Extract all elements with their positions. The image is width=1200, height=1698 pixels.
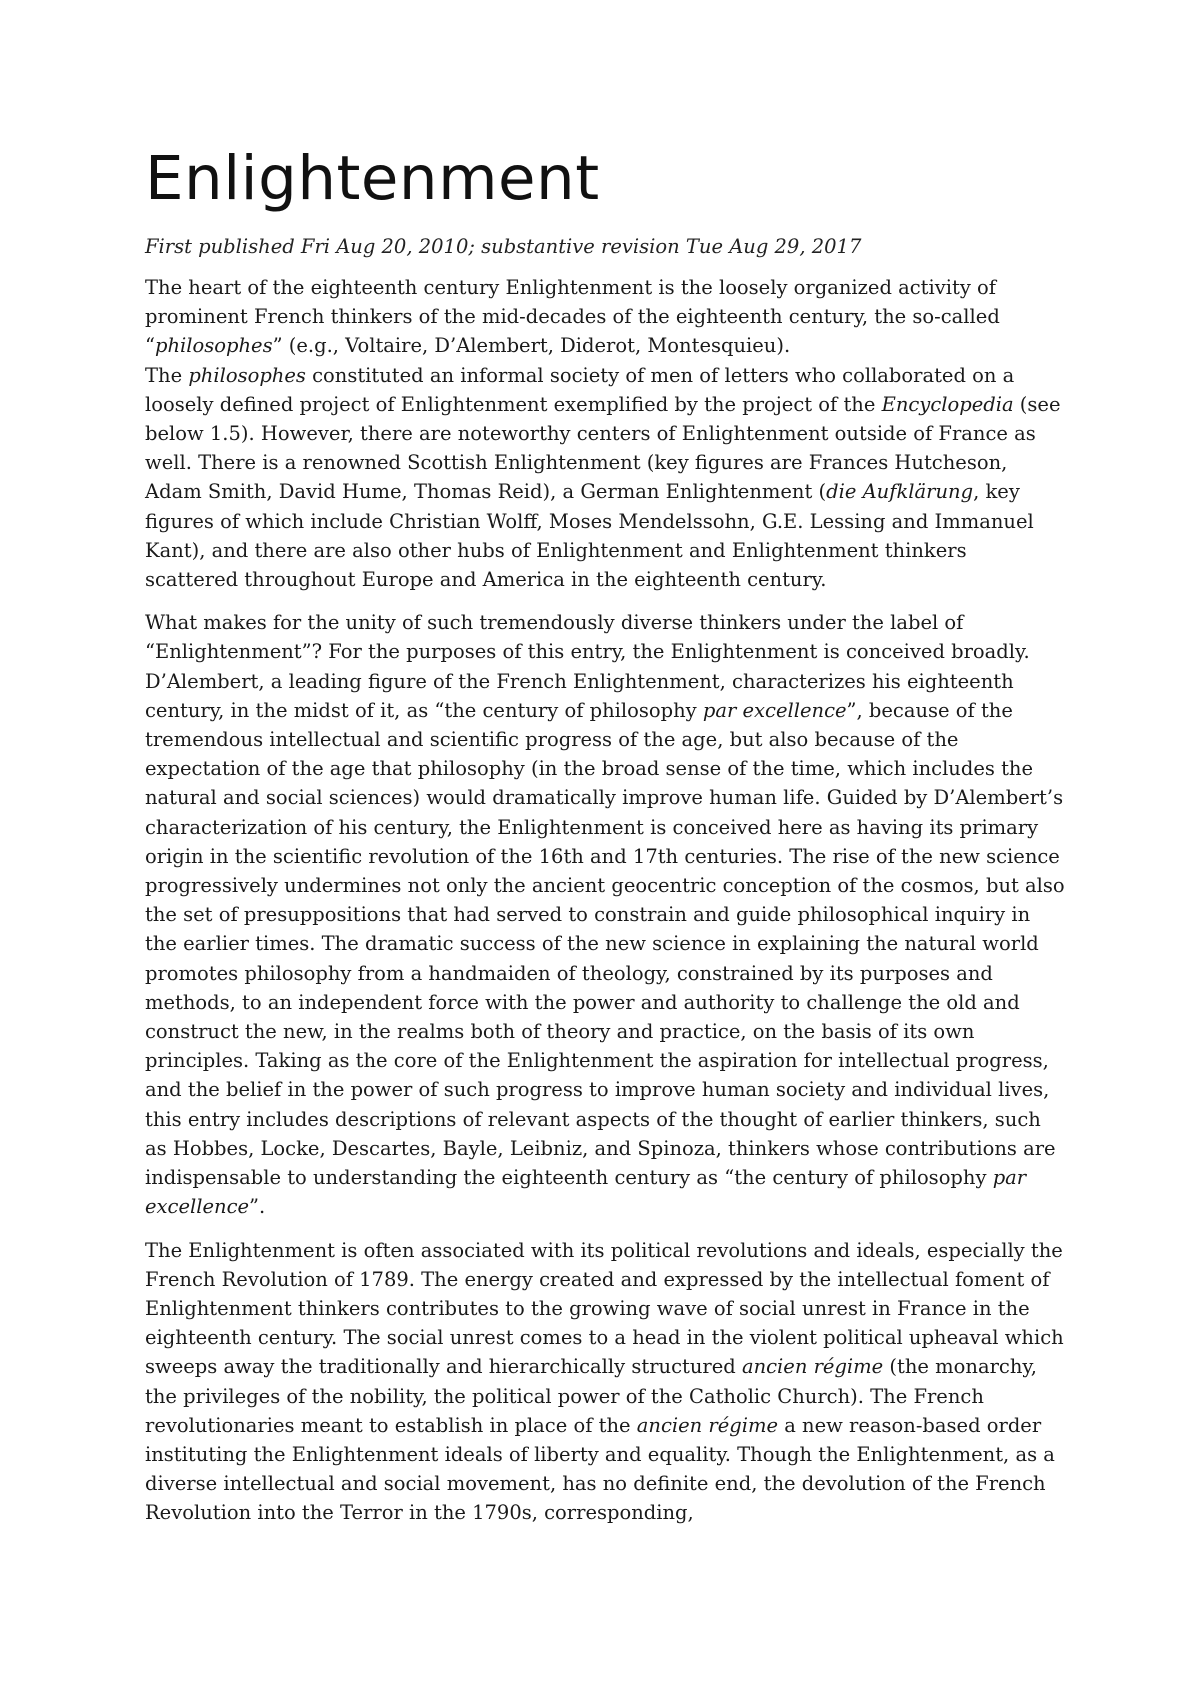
p1-text-6: , key figures of which include Christian Wolff, Moses Mendelssohn, G.E. Lessing and Immanuel Kant), and there are also other hubs of Enlightenment and Enlightenment thinkers scattered throughout Europe and America in the eighteenth century. bbox=[145, 480, 1034, 592]
p3-text-2: (the monarchy, the privileges of the nobility, the political power of the Catholic Church). The French revolutionaries meant to establish in place of the bbox=[145, 1355, 1038, 1437]
article-title: Enlightenment bbox=[145, 143, 600, 214]
p1-emphasis-2: philosophes bbox=[188, 363, 306, 387]
p3-text-1: The Enlightenment is often associated with its political revolutions and ideals, especially the French Revolution of 1789. The energy created and expressed by the intellectual foment of Enlightenment thinkers contributes to the growing wave of social unrest in France in the eighteenth century. The social unrest comes to a head in the violent political upheaval which sweeps away the traditionally and hierarchically structured bbox=[145, 1238, 1064, 1379]
paragraph-1 bbox=[145, 273, 1065, 594]
publication-info: First published Fri Aug 20, 2010; substantive revision Tue Aug 29, 2017 bbox=[145, 235, 862, 258]
p1-text-4: constituted an informal society of men of letters who collaborated on a loosely defined project of Enlightenment exemplified by the project of the bbox=[145, 363, 1015, 416]
p1-text-3: The bbox=[145, 363, 189, 387]
p3-emphasis-1: ancien régime bbox=[741, 1355, 884, 1379]
p1-emphasis-3: Encyclopedia bbox=[881, 392, 1014, 416]
article-body bbox=[145, 273, 1065, 1528]
paragraph-3 bbox=[145, 1236, 1065, 1528]
p1-emphasis-4: die Aufklärung bbox=[826, 480, 974, 504]
p2-text-2: ”, because of the tremendous intellectual and scientific progress of the age, but also because of the expectation of the age that philosophy (in the broad sense of the time, which includes the natural and social sciences) would dramatically improve human life. Guided by D’Alembert’s characterization of his century, the Enlightenment is conceived here as having its primary origin in the scientific revolution of the 16th and 17th centuries. The rise of the new science progressively undermines not only the ancient geocentric conception of the cosmos, but also the set of presuppositions that had served to constrain and guide philosophical inquiry in the earlier times. The dramatic success of the new science in explaining the natural world promotes philosophy from a handmaiden of theology, constrained by its purposes and methods, to an independent force with the power and authority to challenge the old and construct the new, in the realms both of theory and practice, on the basis of its own principles. Taking as the core of the Enlightenment the aspiration for intellectual progress, and the belief in the power of such progress to improve human society and individual lives, this entry includes descriptions of relevant aspects of the thought of earlier thinkers, such as Hobbes, Locke, Descartes, Bayle, Leibniz, and Spinoza, thinkers whose contributions are indispensable to understanding the eighteenth century as “the century of philosophy bbox=[145, 698, 1065, 1190]
p2-text-3: ”. bbox=[249, 1195, 266, 1219]
p1-text-2: ” (e.g., Voltaire, D’Alembert, Diderot, Montesquieu). bbox=[272, 334, 791, 358]
p1-text-1: The heart of the eighteenth century Enlightenment is the loosely organized activity of prominent French thinkers of the mid-decades of the eighteenth century, the so-called “ bbox=[145, 276, 1000, 358]
document-page bbox=[145, 0, 1065, 1542]
p2-emphasis-1: par excellence bbox=[702, 698, 847, 722]
paragraph-2 bbox=[145, 608, 1065, 1221]
p3-emphasis-2: ancien régime bbox=[636, 1413, 779, 1437]
p1-emphasis-1: philosophes bbox=[154, 334, 273, 358]
p2-emphasis-2: par excellence bbox=[145, 1166, 1027, 1219]
p3-text-3: a new reason-based order instituting the Enlightenment ideals of liberty and equality. Though the Enlightenment, as a diverse intellectual and social movement, has no definite end, the devolution of the French Revolution into the Terror in the 1790s, corresponding, bbox=[145, 1413, 1055, 1525]
p1-text-5: (see below 1.5). However, there are noteworthy centers of Enlightenment outside of France as well. There is a renowned Scottish Enlightenment (key figures are Frances Hutcheson, Adam Smith, David Hume, Thomas Reid), a German Enlightenment ( bbox=[145, 392, 1061, 504]
p2-text-1: What makes for the unity of such tremendously diverse thinkers under the label of “Enlightenment”? For the purposes of this entry, the Enlightenment is conceived broadly. D’Alembert, a leading figure of the French Enlightenment, characterizes his eighteenth century, in the midst of it, as “the century of philosophy bbox=[145, 611, 1030, 722]
